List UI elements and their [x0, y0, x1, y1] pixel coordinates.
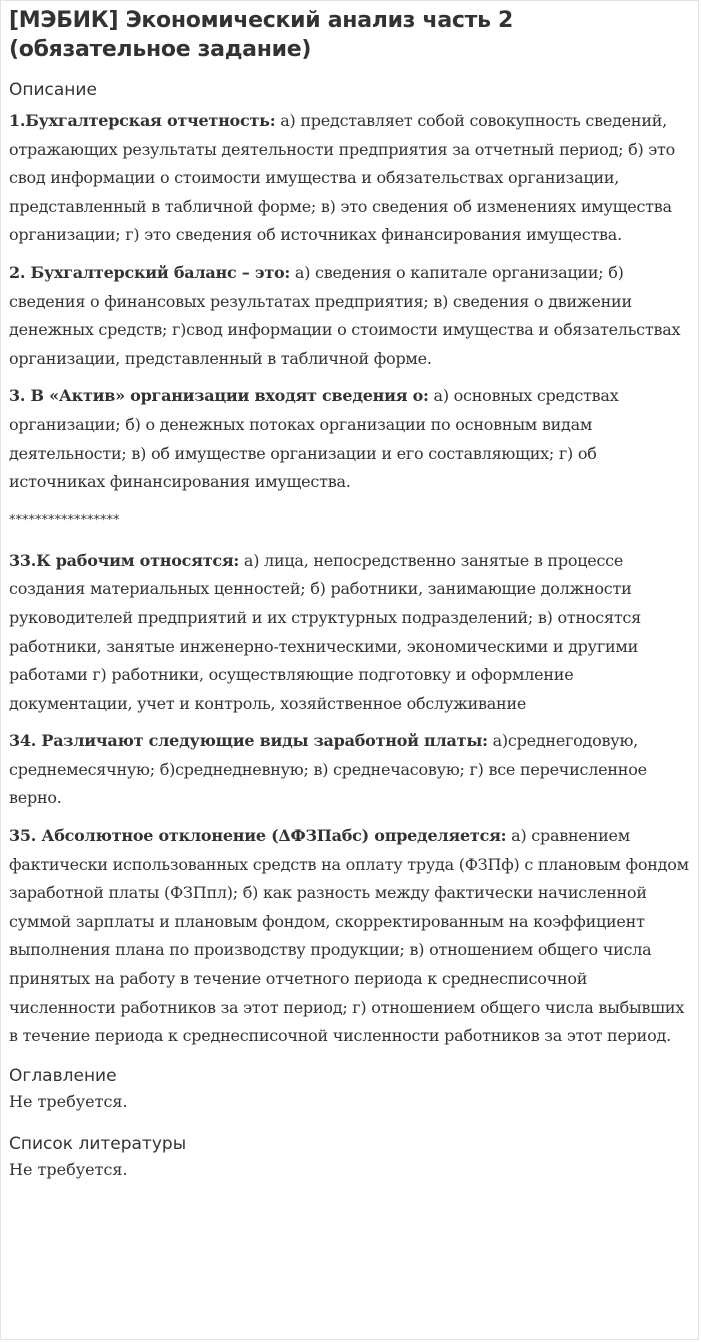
question-35	[9, 822, 694, 1051]
question-35-title: 35. Абсолютное отклонение (ΔФЗПабс) определяется:	[9, 826, 507, 846]
question-3	[9, 382, 694, 496]
question-3-answers: а) основных средствах организации; б) о денежных потоках организации по основным видам деятельности; в) об имуществе организации и его составляющих; г) об источниках финансирования имущества.	[9, 386, 619, 492]
description-label: Описание	[9, 80, 97, 100]
question-33-answers: а) лица, непосредственно занятые в процессе создания материальных ценностей; б) работники, занимающие должности руководителей предприятий и их структурных подразделений; в) относятся работники, занятые инженерно-техническими, экономическими и другими работами г) работники, осуществляющие подготовку и оформление документации, учет и контроль, хозяйственное обслуживание	[9, 550, 641, 713]
question-33	[9, 547, 694, 719]
question-2	[9, 259, 694, 373]
question-33-title: 33.К рабочим относятся:	[9, 550, 240, 570]
question-34-title: 34. Различают следующие виды заработной платы:	[9, 731, 488, 751]
question-1	[9, 107, 694, 250]
question-2-answers: а) сведения о капитале организации; б) сведения о финансовых результатах предприятия; в) сведения о движении денежных средств; г)свод информации о стоимости имущества и обязательствах организации, представленный в табличной форме.	[9, 262, 681, 368]
separator: *****************	[9, 512, 120, 528]
question-34	[9, 727, 694, 813]
toc-value: Не требуется.	[9, 1091, 128, 1111]
question-1-answers: а) представляет собой совокупность сведений, отражающих результаты деятельности предприятия за отчетный период; б) это свод информации о стоимости имущества и обязательствах организации, представленный в табличной форме; в) это сведения об изменениях имущества организации; г) это сведения об источниках финансирования имущества.	[9, 111, 675, 245]
literature-value: Не требуется.	[9, 1159, 128, 1179]
question-35-answers: а) сравнением фактически использованных средств на оплату труда (ФЗПф) с плановым фондом заработной платы (ФЗПпл); б) как разность между фактически начисленной суммой зарплаты и плановым фондом, скорректированным на коэффициент выполнения плана по производству продукции; в) отношением общего числа принятых на работу в течение отчетного периода к среднесписочной численности работников за этот период; г) отношением общего числа выбывших в течение периода к среднесписочной численности работников за этот период.	[9, 826, 689, 1046]
literature-label: Список литературы	[9, 1133, 187, 1154]
question-3-title: 3. В «Актив» организации входят сведения о:	[9, 386, 429, 406]
page-title: [МЭБИК] Экономический анализ часть 2 (обязательное задание)	[9, 8, 514, 62]
question-2-title: 2. Бухгалтерский баланс – это:	[9, 262, 291, 282]
question-34-answers: а)среднегодовую, среднемесячную; б)среднедневную; в) среднечасовую; г) все перечисленное верно.	[9, 731, 647, 808]
document-body	[9, 6, 694, 1183]
toc-label: Оглавление	[9, 1065, 117, 1086]
question-1-title: 1.Бухгалтерская отчетность:	[9, 111, 276, 130]
